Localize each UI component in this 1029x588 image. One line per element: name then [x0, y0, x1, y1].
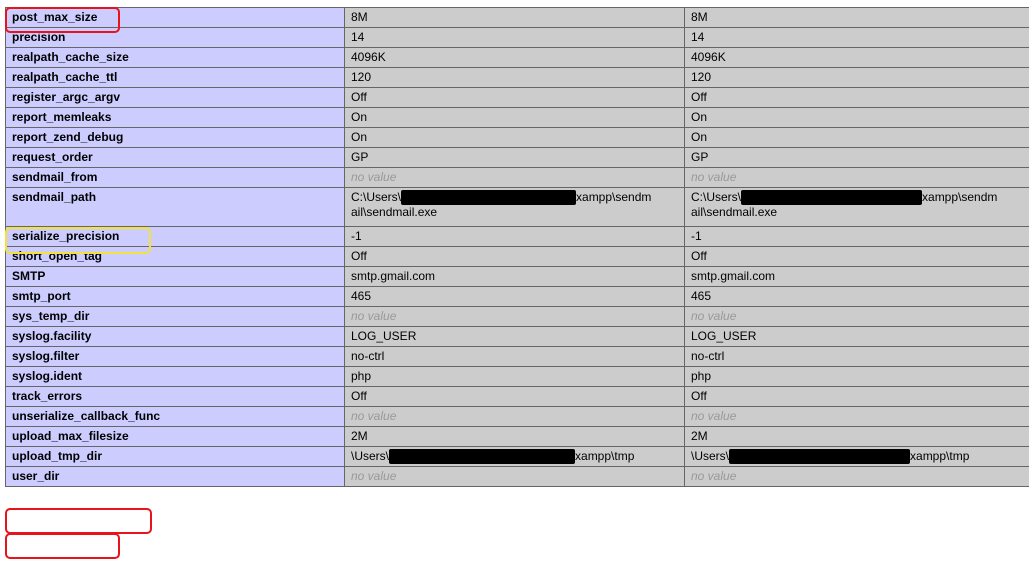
- local-value: [345, 188, 685, 227]
- master-value: 14: [685, 28, 1029, 48]
- local-value: On: [345, 128, 685, 148]
- local-value: GP: [345, 148, 685, 168]
- directive-name: syslog.filter: [6, 347, 345, 367]
- directive-name: unserialize_callback_func: [6, 407, 345, 427]
- table-row: [6, 447, 1029, 467]
- master-value: On: [685, 108, 1029, 128]
- master-value: [685, 447, 1029, 467]
- no-value-text: no value: [351, 469, 397, 483]
- no-value-text: no value: [691, 469, 737, 483]
- directive-name: upload_max_filesize: [6, 427, 345, 447]
- directive-name: smtp_port: [6, 287, 345, 307]
- path-suffix: xampp\tmp: [575, 449, 635, 463]
- table-row: [6, 287, 1029, 307]
- table-row: [6, 28, 1029, 48]
- path-prefix: \Users\: [691, 449, 730, 463]
- master-value: 465: [685, 287, 1029, 307]
- table-row: [6, 387, 1029, 407]
- master-value: smtp.gmail.com: [685, 267, 1029, 287]
- directive-name: register_argc_argv: [6, 88, 345, 108]
- directive-name: request_order: [6, 148, 345, 168]
- path-suffix: xampp\tmp: [910, 449, 970, 463]
- no-value-text: no value: [351, 309, 397, 323]
- directive-name: sendmail_path: [6, 188, 345, 227]
- master-value: 4096K: [685, 48, 1029, 68]
- directive-name: track_errors: [6, 387, 345, 407]
- local-value: 465: [345, 287, 685, 307]
- directive-name: SMTP: [6, 267, 345, 287]
- table-row: [6, 247, 1029, 267]
- local-value: 14: [345, 28, 685, 48]
- master-value: no-ctrl: [685, 347, 1029, 367]
- table-row: [6, 307, 1029, 327]
- no-value-text: no value: [691, 170, 737, 184]
- directive-name: precision: [6, 28, 345, 48]
- table-row: [6, 407, 1029, 427]
- table-row: [6, 88, 1029, 108]
- table-row: [6, 8, 1029, 28]
- local-value: [345, 168, 685, 188]
- master-value: [685, 168, 1029, 188]
- table-row: [6, 347, 1029, 367]
- table-row: [6, 48, 1029, 68]
- directive-name: serialize_precision: [6, 227, 345, 247]
- directive-name: sys_temp_dir: [6, 307, 345, 327]
- path-prefix: C:\Users\: [351, 190, 402, 204]
- table-row: [6, 108, 1029, 128]
- no-value-text: no value: [691, 409, 737, 423]
- master-value: [685, 188, 1029, 227]
- no-value-text: no value: [351, 170, 397, 184]
- no-value-text: no value: [691, 309, 737, 323]
- table-row: [6, 367, 1029, 387]
- directive-name: short_open_tag: [6, 247, 345, 267]
- directive-name: realpath_cache_ttl: [6, 68, 345, 88]
- local-value: php: [345, 367, 685, 387]
- directive-name: report_memleaks: [6, 108, 345, 128]
- master-value: -1: [685, 227, 1029, 247]
- local-value: Off: [345, 387, 685, 407]
- table-row: [6, 128, 1029, 148]
- path-suffix: xampp\sendm: [922, 190, 998, 204]
- local-value: On: [345, 108, 685, 128]
- master-value: Off: [685, 387, 1029, 407]
- local-value: -1: [345, 227, 685, 247]
- redaction-bar: [389, 449, 575, 464]
- directive-name: upload_tmp_dir: [6, 447, 345, 467]
- master-value: Off: [685, 88, 1029, 108]
- master-value: [685, 467, 1029, 487]
- local-value: Off: [345, 88, 685, 108]
- local-value: LOG_USER: [345, 327, 685, 347]
- redaction-bar: [401, 190, 576, 205]
- directive-name: post_max_size: [6, 8, 345, 28]
- table-row: [6, 227, 1029, 247]
- directive-name: sendmail_from: [6, 168, 345, 188]
- master-value: php: [685, 367, 1029, 387]
- path-prefix: C:\Users\: [691, 190, 742, 204]
- local-value: smtp.gmail.com: [345, 267, 685, 287]
- highlight-upload-tmp-dir: [5, 533, 120, 559]
- directive-name: realpath_cache_size: [6, 48, 345, 68]
- no-value-text: no value: [351, 409, 397, 423]
- directive-name: syslog.facility: [6, 327, 345, 347]
- table-row: [6, 168, 1029, 188]
- directive-name: syslog.ident: [6, 367, 345, 387]
- table-row: [6, 188, 1029, 227]
- path-suffix: xampp\sendm: [576, 190, 652, 204]
- local-value: [345, 307, 685, 327]
- php-directives-table: [5, 7, 1029, 487]
- master-value: 2M: [685, 427, 1029, 447]
- local-value: 120: [345, 68, 685, 88]
- local-value: 2M: [345, 427, 685, 447]
- local-value: 8M: [345, 8, 685, 28]
- master-value: 120: [685, 68, 1029, 88]
- master-value: GP: [685, 148, 1029, 168]
- local-value: 4096K: [345, 48, 685, 68]
- master-value: On: [685, 128, 1029, 148]
- table-row: [6, 68, 1029, 88]
- table-row: [6, 267, 1029, 287]
- path-line2: ail\sendmail.exe: [691, 205, 778, 219]
- directive-name: report_zend_debug: [6, 128, 345, 148]
- local-value: [345, 467, 685, 487]
- local-value: Off: [345, 247, 685, 267]
- master-value: [685, 307, 1029, 327]
- table-row: [6, 327, 1029, 347]
- path-prefix: \Users\: [351, 449, 390, 463]
- master-value: Off: [685, 247, 1029, 267]
- table-row: [6, 467, 1029, 487]
- master-value: LOG_USER: [685, 327, 1029, 347]
- path-line2: ail\sendmail.exe: [351, 205, 438, 219]
- redaction-bar: [741, 190, 922, 205]
- local-value: [345, 447, 685, 467]
- table-row: [6, 148, 1029, 168]
- table-row: [6, 427, 1029, 447]
- local-value: [345, 407, 685, 427]
- highlight-upload-max-filesize: [5, 508, 152, 534]
- master-value: 8M: [685, 8, 1029, 28]
- master-value: [685, 407, 1029, 427]
- redaction-bar: [729, 449, 910, 464]
- directive-name: user_dir: [6, 467, 345, 487]
- local-value: no-ctrl: [345, 347, 685, 367]
